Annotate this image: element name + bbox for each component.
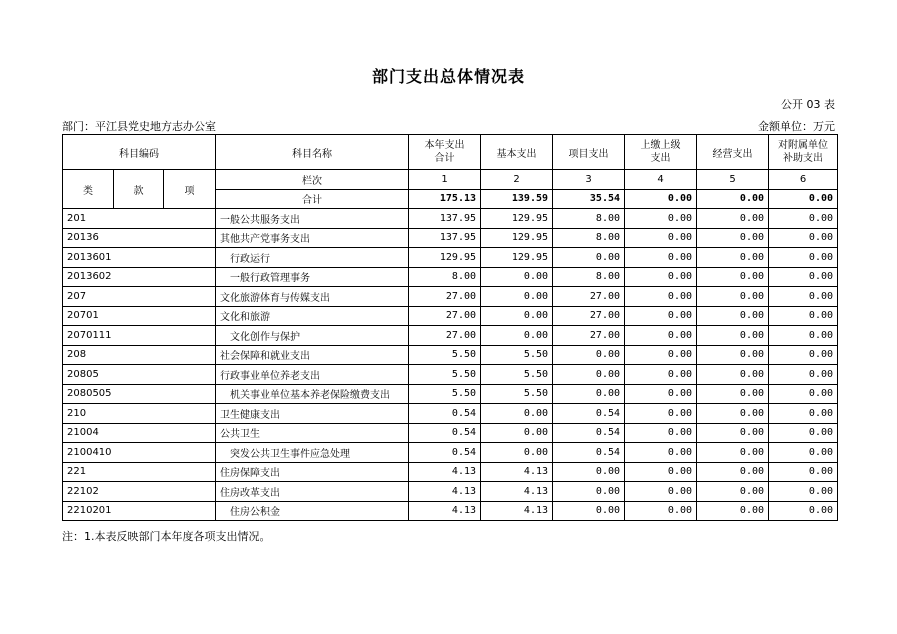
amount-cell: 0.00 [697, 209, 769, 229]
amount-cell: 0.00 [769, 423, 838, 443]
amount-cell: 0.00 [625, 228, 697, 248]
amount-cell: 0.00 [769, 501, 838, 521]
subject-code: 20701 [63, 306, 216, 326]
subject-name: 机关事业单位基本养老保险缴费支出 [216, 384, 409, 404]
amount-cell: 0.00 [625, 209, 697, 229]
subject-name: 公共卫生 [216, 423, 409, 443]
amount-cell: 5.50 [481, 345, 553, 365]
amount-cell: 0.00 [625, 267, 697, 287]
total-value: 0.00 [625, 189, 697, 209]
expenditure-table [62, 134, 838, 521]
amount-cell: 4.13 [409, 462, 481, 482]
amount-cell: 0.00 [697, 423, 769, 443]
table-row [63, 423, 838, 443]
department-label: 部门：平江县党史地方志办公室 [62, 120, 216, 133]
subject-code: 22102 [63, 482, 216, 502]
col-num: 4 [625, 170, 697, 190]
amount-cell: 0.54 [409, 423, 481, 443]
amount-cell: 27.00 [553, 326, 625, 346]
amount-cell: 0.00 [697, 345, 769, 365]
amount-cell: 4.13 [481, 501, 553, 521]
header-business: 经营支出 [697, 135, 769, 170]
amount-cell: 27.00 [553, 287, 625, 307]
amount-cell: 0.00 [769, 365, 838, 385]
total-value: 0.00 [769, 189, 838, 209]
subject-name: 社会保障和就业支出 [216, 345, 409, 365]
subject-code: 221 [63, 462, 216, 482]
amount-cell: 0.00 [553, 501, 625, 521]
header-row [63, 135, 838, 170]
amount-cell: 0.00 [625, 248, 697, 268]
footnote: 注：1.本表反映部门本年度各项支出情况。 [62, 530, 271, 543]
header-total: 本年支出 合计 [409, 135, 481, 170]
amount-cell: 0.00 [625, 443, 697, 463]
subject-name: 文化创作与保护 [216, 326, 409, 346]
subject-code: 208 [63, 345, 216, 365]
amount-cell: 8.00 [553, 228, 625, 248]
amount-cell: 5.50 [409, 384, 481, 404]
table-row [63, 267, 838, 287]
amount-cell: 0.00 [625, 404, 697, 424]
col-num: 1 [409, 170, 481, 190]
amount-cell: 5.50 [481, 384, 553, 404]
amount-cell: 0.54 [553, 443, 625, 463]
amount-cell: 0.00 [697, 482, 769, 502]
subject-name: 文化旅游体育与传媒支出 [216, 287, 409, 307]
table-row [63, 228, 838, 248]
amount-cell: 0.00 [553, 462, 625, 482]
page-title: 部门支出总体情况表 [371, 67, 525, 86]
amount-cell: 0.00 [481, 404, 553, 424]
amount-cell: 0.00 [481, 326, 553, 346]
amount-cell: 0.54 [553, 423, 625, 443]
amount-cell: 27.00 [409, 306, 481, 326]
amount-cell: 0.00 [625, 345, 697, 365]
amount-cell: 5.50 [409, 365, 481, 385]
header-subject-name: 科目名称 [216, 135, 409, 170]
subject-code: 2013602 [63, 267, 216, 287]
amount-cell: 0.00 [697, 326, 769, 346]
amount-cell: 0.00 [697, 462, 769, 482]
amount-cell: 8.00 [553, 209, 625, 229]
total-value: 0.00 [697, 189, 769, 209]
table-row [63, 365, 838, 385]
amount-cell: 0.00 [625, 306, 697, 326]
amount-cell: 0.00 [769, 326, 838, 346]
amount-cell: 0.00 [625, 462, 697, 482]
amount-cell: 0.00 [769, 404, 838, 424]
table-row [63, 345, 838, 365]
table-row [63, 501, 838, 521]
subject-code: 2100410 [63, 443, 216, 463]
header-column-order: 栏次 [216, 170, 409, 190]
subject-name: 行政运行 [216, 248, 409, 268]
table-row [63, 384, 838, 404]
amount-cell: 0.00 [697, 365, 769, 385]
subject-code: 21004 [63, 423, 216, 443]
subject-code: 2210201 [63, 501, 216, 521]
amount-cell: 0.00 [625, 326, 697, 346]
amount-cell: 0.00 [769, 482, 838, 502]
subject-name: 一般公共服务支出 [216, 209, 409, 229]
col-num: 5 [697, 170, 769, 190]
subject-name: 卫生健康支出 [216, 404, 409, 424]
amount-cell: 0.00 [769, 384, 838, 404]
table-row [63, 482, 838, 502]
subject-name: 突发公共卫生事件应急处理 [216, 443, 409, 463]
unit-label: 金额单位：万元 [758, 120, 835, 133]
amount-cell: 129.95 [481, 228, 553, 248]
amount-cell: 0.00 [697, 384, 769, 404]
header-upper: 上缴上级 支出 [625, 135, 697, 170]
amount-cell: 0.00 [553, 248, 625, 268]
subject-name: 住房公积金 [216, 501, 409, 521]
table-row [63, 287, 838, 307]
header-xiang: 项 [164, 170, 216, 209]
amount-cell: 0.00 [697, 267, 769, 287]
amount-cell: 0.00 [481, 443, 553, 463]
amount-cell: 4.13 [409, 501, 481, 521]
amount-cell: 8.00 [409, 267, 481, 287]
amount-cell: 0.00 [769, 443, 838, 463]
total-value: 175.13 [409, 189, 481, 209]
amount-cell: 0.00 [697, 228, 769, 248]
subject-code: 20136 [63, 228, 216, 248]
amount-cell: 0.00 [697, 306, 769, 326]
total-label: 合计 [216, 189, 409, 209]
amount-cell: 0.00 [769, 287, 838, 307]
subject-name: 其他共产党事务支出 [216, 228, 409, 248]
amount-cell: 0.00 [697, 404, 769, 424]
column-order-row [63, 170, 838, 190]
subject-name: 住房保障支出 [216, 462, 409, 482]
subject-code: 20805 [63, 365, 216, 385]
amount-cell: 0.54 [553, 404, 625, 424]
amount-cell: 0.00 [697, 443, 769, 463]
table-row [63, 443, 838, 463]
amount-cell: 0.00 [481, 267, 553, 287]
amount-cell: 27.00 [553, 306, 625, 326]
amount-cell: 0.00 [481, 287, 553, 307]
col-num: 2 [481, 170, 553, 190]
amount-cell: 0.00 [625, 365, 697, 385]
table-row [63, 462, 838, 482]
header-subsidy: 对附属单位 补助支出 [769, 135, 838, 170]
header-basic: 基本支出 [481, 135, 553, 170]
amount-cell: 5.50 [409, 345, 481, 365]
amount-cell: 0.54 [409, 443, 481, 463]
subject-code: 2080505 [63, 384, 216, 404]
amount-cell: 0.00 [697, 287, 769, 307]
header-kuan: 款 [114, 170, 164, 209]
amount-cell: 0.00 [625, 482, 697, 502]
table-number: 公开 03 表 [781, 98, 835, 111]
total-value: 139.59 [481, 189, 553, 209]
amount-cell: 27.00 [409, 287, 481, 307]
table-row [63, 326, 838, 346]
subject-name: 文化和旅游 [216, 306, 409, 326]
amount-cell: 0.00 [481, 423, 553, 443]
amount-cell: 0.00 [553, 482, 625, 502]
amount-cell: 4.13 [481, 462, 553, 482]
amount-cell: 27.00 [409, 326, 481, 346]
amount-cell: 0.00 [769, 209, 838, 229]
table-row [63, 248, 838, 268]
subject-code: 210 [63, 404, 216, 424]
amount-cell: 0.00 [769, 228, 838, 248]
amount-cell: 0.00 [697, 501, 769, 521]
subject-code: 2013601 [63, 248, 216, 268]
amount-cell: 0.00 [769, 267, 838, 287]
amount-cell: 0.00 [625, 384, 697, 404]
table-row [63, 306, 838, 326]
header-subject-code: 科目编码 [63, 135, 216, 170]
amount-cell: 0.00 [769, 306, 838, 326]
amount-cell: 5.50 [481, 365, 553, 385]
amount-cell: 137.95 [409, 209, 481, 229]
amount-cell: 0.00 [625, 423, 697, 443]
amount-cell: 0.00 [769, 248, 838, 268]
col-num: 6 [769, 170, 838, 190]
header-project: 项目支出 [553, 135, 625, 170]
subject-name: 住房改革支出 [216, 482, 409, 502]
total-value: 35.54 [553, 189, 625, 209]
amount-cell: 0.00 [769, 345, 838, 365]
subject-name: 行政事业单位养老支出 [216, 365, 409, 385]
amount-cell: 129.95 [481, 248, 553, 268]
subject-code: 207 [63, 287, 216, 307]
amount-cell: 0.00 [769, 462, 838, 482]
amount-cell: 0.00 [553, 365, 625, 385]
subject-code: 201 [63, 209, 216, 229]
amount-cell: 0.00 [697, 248, 769, 268]
amount-cell: 0.00 [481, 306, 553, 326]
amount-cell: 129.95 [409, 248, 481, 268]
amount-cell: 137.95 [409, 228, 481, 248]
amount-cell: 0.54 [409, 404, 481, 424]
table-row [63, 404, 838, 424]
amount-cell: 0.00 [625, 501, 697, 521]
amount-cell: 8.00 [553, 267, 625, 287]
amount-cell: 4.13 [481, 482, 553, 502]
amount-cell: 4.13 [409, 482, 481, 502]
subject-name: 一般行政管理事务 [216, 267, 409, 287]
amount-cell: 129.95 [481, 209, 553, 229]
amount-cell: 0.00 [625, 287, 697, 307]
col-num: 3 [553, 170, 625, 190]
table-row [63, 209, 838, 229]
amount-cell: 0.00 [553, 345, 625, 365]
amount-cell: 0.00 [553, 384, 625, 404]
header-lei: 类 [63, 170, 114, 209]
subject-code: 2070111 [63, 326, 216, 346]
